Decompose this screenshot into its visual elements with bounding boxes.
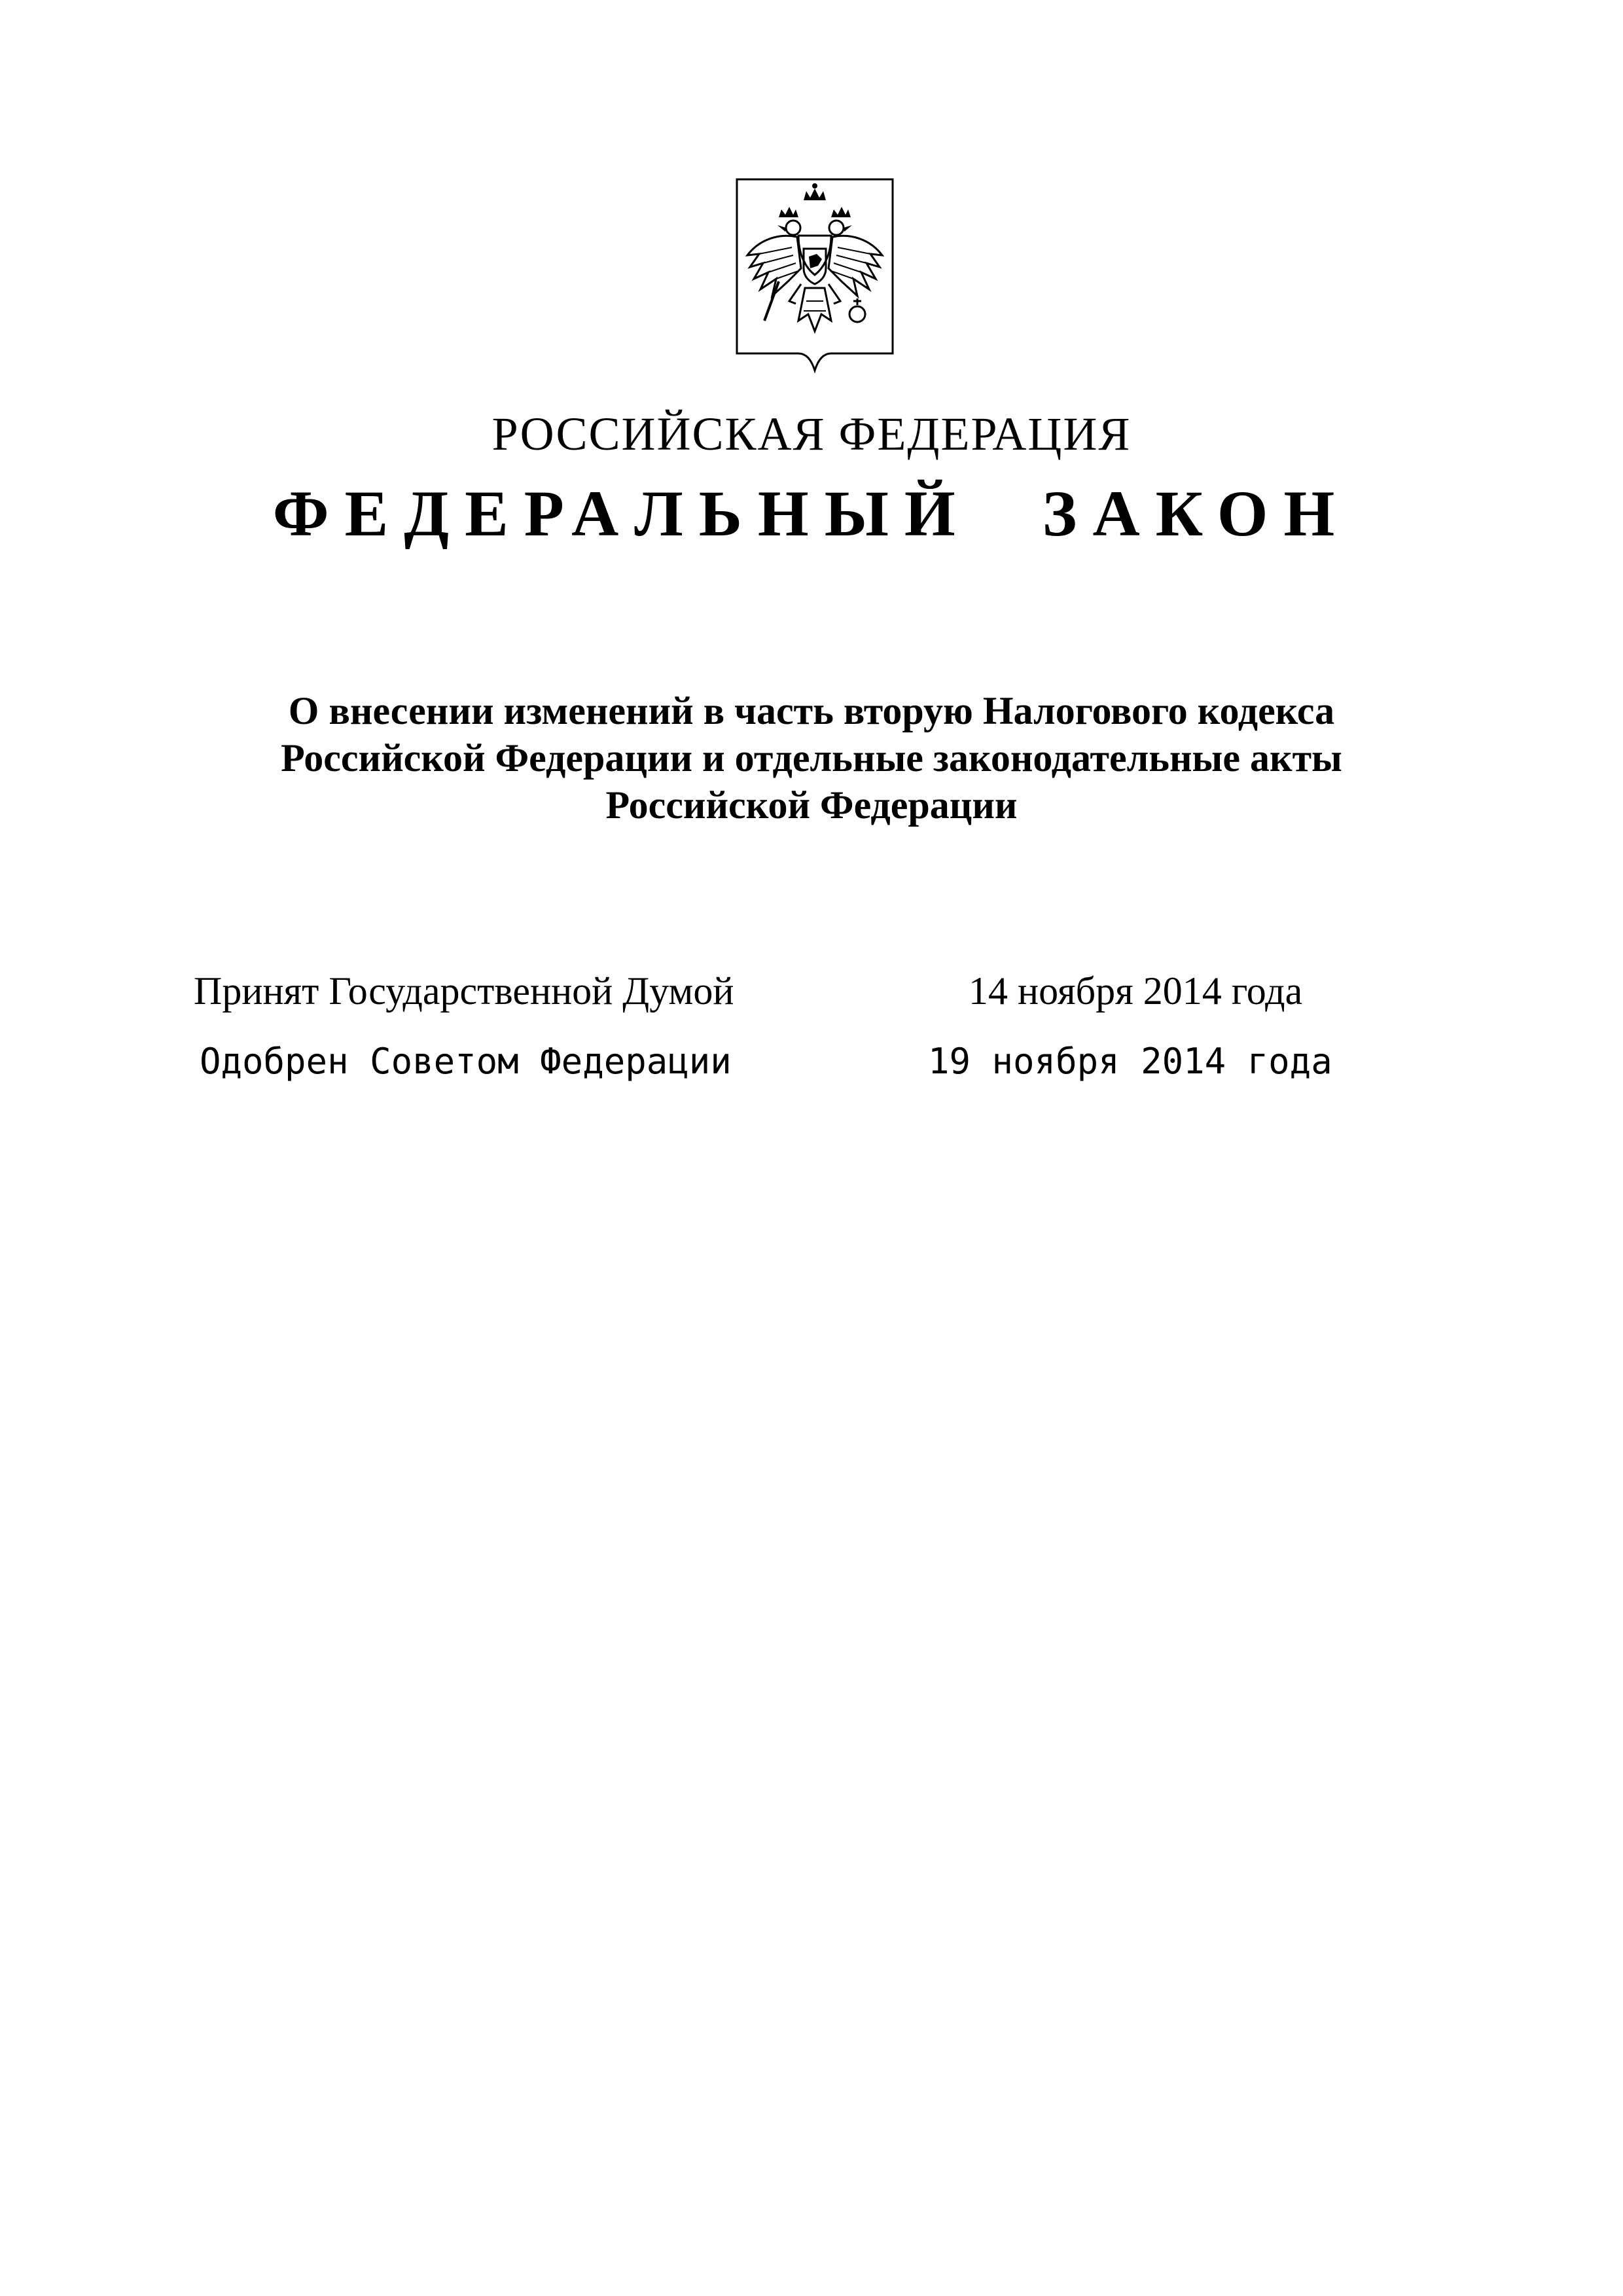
adoption-row-federation-council (0, 1041, 1623, 1093)
approval-date: 19 ноября 2014 года (928, 1041, 1332, 1082)
law-title-line: О внесении изменений в часть вторую Налогового кодекса (288, 689, 1335, 732)
adoption-row-duma (0, 967, 1623, 1020)
russian-coat-of-arms-icon (733, 177, 897, 373)
adoption-label: Принят Государственной Думой (194, 969, 734, 1013)
approval-label: Одобрен Советом Федерации (200, 1041, 732, 1082)
adoption-date: 14 ноября 2014 года (969, 969, 1303, 1013)
country-name: РОССИЙСКАЯ ФЕДЕРАЦИЯ (491, 408, 1132, 460)
law-title-line: Российской Федерации (605, 783, 1018, 827)
document-type: ФЕДЕРАЛЬНЫЙ ЗАКОН (272, 477, 1351, 550)
law-title-line: Российской Федерации и отдельные законодательные акты (281, 736, 1342, 780)
law-title (0, 687, 1623, 829)
